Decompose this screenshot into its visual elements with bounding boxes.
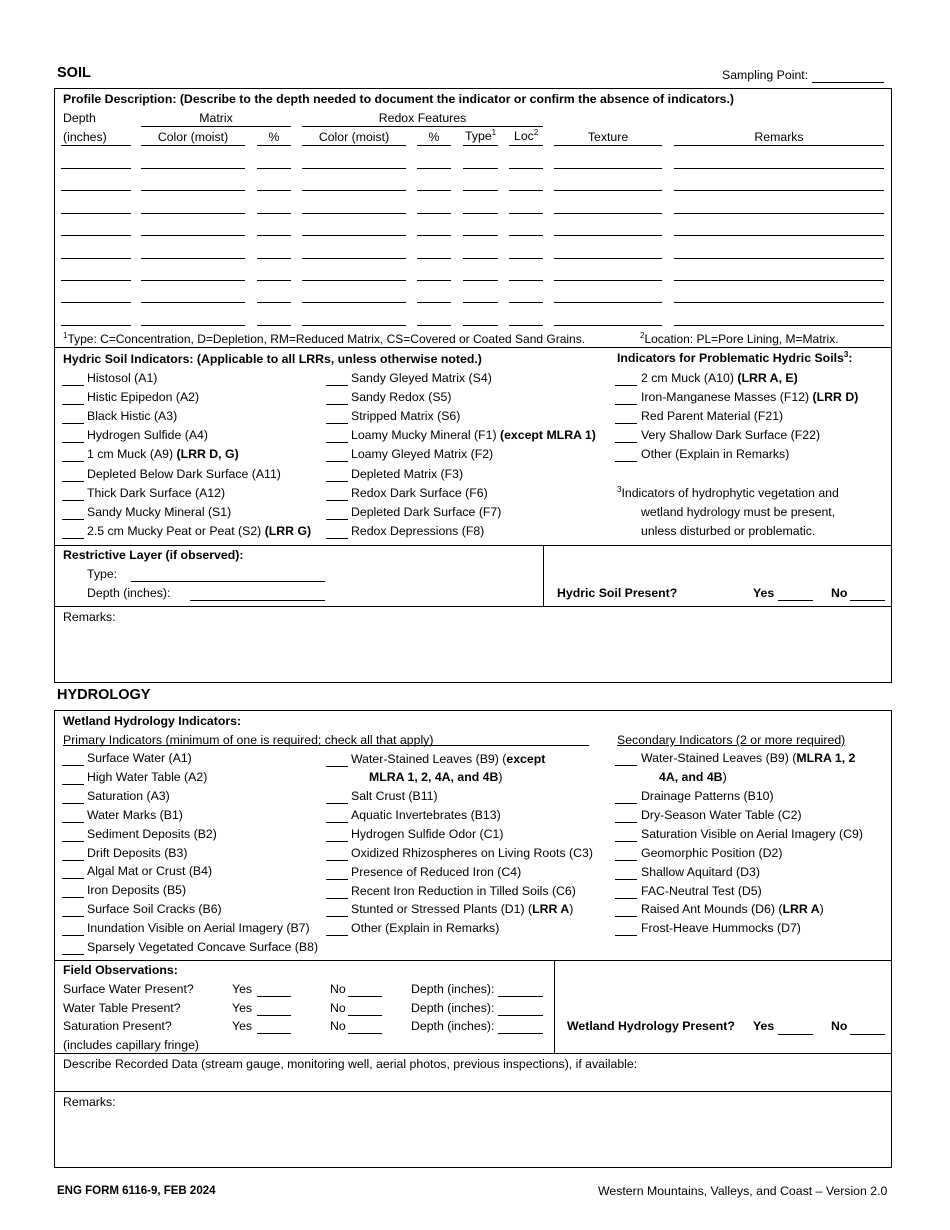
checkbox[interactable] <box>326 538 348 539</box>
profile-cell[interactable] <box>141 258 245 259</box>
checkbox[interactable] <box>615 765 637 766</box>
profile-cell[interactable] <box>257 325 291 326</box>
profile-cell[interactable] <box>61 258 131 259</box>
indicator-label: Water Marks (B1) <box>87 808 183 822</box>
checkbox[interactable] <box>326 860 348 861</box>
indicator-label: Drift Deposits (B3) <box>87 846 188 860</box>
indicator-label: Hydrogen Sulfide (A4) <box>87 428 208 442</box>
indicator-label: 2.5 cm Mucky Peat or Peat (S2) (LRR G) <box>87 524 312 538</box>
restrictive-layer-heading: Restrictive Layer (if observed): <box>63 548 244 562</box>
field-observations-heading: Field Observations: <box>63 963 178 977</box>
profile-cell[interactable] <box>141 280 245 281</box>
profile-cell[interactable] <box>141 235 245 236</box>
indicator-label: Surface Soil Cracks (B6) <box>87 902 222 916</box>
indicator-label: Surface Water (A1) <box>87 751 192 765</box>
checkbox[interactable] <box>615 841 637 842</box>
depth-field[interactable] <box>498 1015 543 1016</box>
profile-cell[interactable] <box>417 235 451 236</box>
profile-cell[interactable] <box>509 168 543 169</box>
checkbox[interactable] <box>62 860 84 861</box>
col-remarks: Remarks <box>754 130 804 144</box>
depth-label: Depth (inches): <box>411 1001 495 1015</box>
col-redox-percent: % <box>428 130 440 144</box>
depth-field[interactable] <box>498 1033 543 1034</box>
secondary-b9: Water-Stained Leaves (B9) (MLRA 1, 2 <box>641 751 856 765</box>
profile-cell[interactable] <box>463 325 498 326</box>
profile-cell[interactable] <box>302 235 406 236</box>
profile-cell[interactable] <box>509 280 543 281</box>
checkbox[interactable] <box>62 519 84 520</box>
indicator-label: Depleted Matrix (F3) <box>351 467 464 481</box>
indicator-label: Loamy Gleyed Matrix (F2) <box>351 447 494 461</box>
profile-cell[interactable] <box>302 258 406 259</box>
hydric-indicators-heading: Hydric Soil Indicators: (Applicable to all LRRs, unless otherwise noted.) <box>63 352 482 366</box>
profile-cell[interactable] <box>257 302 291 303</box>
checkbox[interactable] <box>615 916 637 917</box>
wetland-no-label: No <box>831 1019 848 1033</box>
column-header-rule <box>463 145 498 146</box>
soil-remarks-label: Remarks: <box>63 610 116 624</box>
indicator-label: Presence of Reduced Iron (C4) <box>351 865 522 879</box>
column-header-rule <box>257 145 291 146</box>
checkbox[interactable] <box>62 841 84 842</box>
yes-label: Yes <box>232 1019 253 1033</box>
profile-cell[interactable] <box>463 168 498 169</box>
profile-cell[interactable] <box>674 168 884 169</box>
checkbox[interactable] <box>615 803 637 804</box>
profile-cell[interactable] <box>674 213 884 214</box>
profile-cell[interactable] <box>417 258 451 259</box>
profile-cell[interactable] <box>554 213 662 214</box>
checkbox[interactable] <box>62 481 84 482</box>
form-id: ENG FORM 6116-9, FEB 2024 <box>57 1185 216 1197</box>
indicator-label: Sandy Redox (S5) <box>351 390 452 404</box>
column-header-rule <box>417 145 451 146</box>
indicator-label: Redox Depressions (F8) <box>351 524 485 538</box>
primary-rule <box>63 745 589 746</box>
checkbox[interactable] <box>326 879 348 880</box>
indicator-label: Inundation Visible on Aerial Imagery (B7) <box>87 921 310 935</box>
secondary-b9-cont: 4A, and 4B) <box>659 770 727 784</box>
profile-cell[interactable] <box>463 302 498 303</box>
restrictive-type-field[interactable] <box>131 581 325 582</box>
profile-cell[interactable] <box>509 190 543 191</box>
divider <box>543 545 544 606</box>
profile-cell[interactable] <box>554 168 662 169</box>
profile-cell[interactable] <box>257 190 291 191</box>
no-label: No <box>330 982 346 996</box>
footnote-type: $^1$Type: C=Concentration, D=Depletion, RM=Reduced Matrix, CS=Covered or Coated Sand Grains. <box>63 331 586 346</box>
checkbox[interactable] <box>326 898 348 899</box>
yes-field[interactable] <box>257 996 291 997</box>
note3-line1: $^3$Indicators of hydrophytic vegetation and <box>617 484 839 500</box>
column-header-rule <box>61 145 131 146</box>
profile-cell[interactable] <box>257 235 291 236</box>
profile-cell[interactable] <box>554 190 662 191</box>
col-texture: Texture <box>587 130 629 144</box>
indicator-label: Recent Iron Reduction in Tilled Soils (C6) <box>351 884 576 898</box>
restrictive-depth-label: Depth (inches): <box>87 586 171 600</box>
profile-cell[interactable] <box>61 213 131 214</box>
checkbox[interactable] <box>62 404 84 405</box>
indicator-label: Iron Deposits (B5) <box>87 883 187 897</box>
divider <box>54 545 892 546</box>
profile-cell[interactable] <box>417 325 451 326</box>
indicator-label: Thick Dark Surface (A12) <box>87 486 226 500</box>
no-field[interactable] <box>348 1015 382 1016</box>
restrictive-type-label: Type: <box>87 567 118 581</box>
checkbox[interactable] <box>326 461 348 462</box>
recorded-data-label: Describe Recorded Data (stream gauge, monitoring well, aerial photos, previous inspections), if available: <box>63 1057 638 1071</box>
indicator-label: Dry-Season Water Table (C2) <box>641 808 802 822</box>
divider <box>54 606 892 607</box>
profile-cell[interactable] <box>674 302 884 303</box>
checkbox[interactable] <box>615 879 637 880</box>
sampling-point-label: Sampling Point: <box>722 68 809 82</box>
profile-cell[interactable] <box>509 302 543 303</box>
hydrology-title: HYDROLOGY <box>57 687 151 703</box>
hydric-soil-present-label: Hydric Soil Present? <box>557 586 678 600</box>
checkbox[interactable] <box>326 841 348 842</box>
water-table-label: Water Table Present? <box>63 1001 181 1015</box>
note3-line2: wetland hydrology must be present, <box>641 505 836 519</box>
no-label: No <box>330 1019 346 1033</box>
checkbox[interactable] <box>326 766 348 767</box>
indicator-label: Aquatic Invertebrates (B13) <box>351 808 501 822</box>
checkbox[interactable] <box>62 461 84 462</box>
no-field[interactable] <box>348 996 382 997</box>
profile-cell[interactable] <box>141 168 245 169</box>
profile-cell[interactable] <box>674 190 884 191</box>
indicator-label: Drainage Patterns (B10) <box>641 789 774 803</box>
checkbox[interactable] <box>615 461 637 462</box>
indicator-label: Saturation Visible on Aerial Imagery (C9) <box>641 827 863 841</box>
profile-heading: Profile Description: (Describe to the depth needed to document the indicator or confirm the absence of indicators.) <box>63 92 734 106</box>
profile-cell[interactable] <box>61 235 131 236</box>
profile-cell[interactable] <box>302 280 406 281</box>
checkbox[interactable] <box>62 897 84 898</box>
checkbox[interactable] <box>62 822 84 823</box>
checkbox[interactable] <box>326 423 348 424</box>
indicator-label: Depleted Below Dark Surface (A11) <box>87 467 281 481</box>
profile-cell[interactable] <box>257 213 291 214</box>
wetland-hydrology-present-label: Wetland Hydrology Present? <box>567 1019 735 1033</box>
col-depth: Depth <box>63 111 96 125</box>
checkbox[interactable] <box>62 954 84 955</box>
profile-cell[interactable] <box>61 325 131 326</box>
yes-label: Yes <box>232 1001 253 1015</box>
col-matrix-color: Color (moist) <box>157 130 229 144</box>
profile-cell[interactable] <box>141 325 245 326</box>
col-matrix-percent: % <box>268 130 280 144</box>
hydric-yes-label: Yes <box>753 586 775 600</box>
depth-label: Depth (inches): <box>411 982 495 996</box>
secondary-indicators-heading: Secondary Indicators (2 or more required) <box>617 733 846 747</box>
indicator-label: FAC-Neutral Test (D5) <box>641 884 762 898</box>
indicator-label: Algal Mat or Crust (B4) <box>87 864 213 878</box>
indicator-label: Hydrogen Sulfide Odor (C1) <box>351 827 504 841</box>
matrix-rule <box>141 126 291 127</box>
capillary-fringe-label: (includes capillary fringe) <box>63 1038 200 1052</box>
redox-rule <box>302 126 543 127</box>
profile-cell[interactable] <box>463 280 498 281</box>
profile-cell[interactable] <box>417 168 451 169</box>
checkbox[interactable] <box>615 442 637 443</box>
checkbox[interactable] <box>62 916 84 917</box>
indicator-label: Very Shallow Dark Surface (F22) <box>641 428 821 442</box>
checkbox[interactable] <box>62 385 84 386</box>
indicator-other: Other (Explain in Remarks) <box>351 921 500 935</box>
profile-cell[interactable] <box>417 302 451 303</box>
profile-cell[interactable] <box>554 302 662 303</box>
checkbox[interactable] <box>62 500 84 501</box>
indicator-label: Other (Explain in Remarks) <box>641 447 790 461</box>
indicator-d1: Stunted or Stressed Plants (D1) (LRR A) <box>351 902 574 916</box>
profile-cell[interactable] <box>417 213 451 214</box>
indicator-label: Depleted Dark Surface (F7) <box>351 505 502 519</box>
indicator-label: Histic Epipedon (A2) <box>87 390 200 404</box>
hydric-yes-field[interactable] <box>778 600 813 601</box>
footnote-location: $^2$Location: PL=Pore Lining, M=Matrix. <box>640 331 839 346</box>
checkbox[interactable] <box>615 822 637 823</box>
column-header-rule <box>554 145 662 146</box>
checkbox[interactable] <box>326 935 348 936</box>
checkbox[interactable] <box>326 404 348 405</box>
depth-field[interactable] <box>498 996 543 997</box>
no-field[interactable] <box>348 1033 382 1034</box>
checkbox[interactable] <box>62 538 84 539</box>
group-redox: Redox Features <box>378 111 467 125</box>
secondary-d6: Raised Ant Mounds (D6) (LRR A) <box>641 902 824 916</box>
indicator-label: Shallow Aquitard (D3) <box>641 865 760 879</box>
checkbox[interactable] <box>62 784 84 785</box>
checkbox[interactable] <box>615 385 637 386</box>
profile-cell[interactable] <box>302 302 406 303</box>
checkbox[interactable] <box>326 822 348 823</box>
profile-cell[interactable] <box>302 325 406 326</box>
divider <box>54 960 892 961</box>
indicator-label: Sediment Deposits (B2) <box>87 827 217 841</box>
checkbox[interactable] <box>615 935 637 936</box>
wetland-no-field[interactable] <box>850 1034 885 1035</box>
indicator-label: Sparsely Vegetated Concave Surface (B8) <box>87 940 319 954</box>
column-header-rule <box>302 145 406 146</box>
column-header-rule <box>509 145 543 146</box>
indicator-label: Stripped Matrix (S6) <box>351 409 461 423</box>
note3-line3: unless disturbed or problematic. <box>641 524 816 538</box>
profile-cell[interactable] <box>302 213 406 214</box>
checkbox[interactable] <box>62 442 84 443</box>
profile-cell[interactable] <box>554 280 662 281</box>
indicator-label: Saturation (A3) <box>87 789 170 803</box>
profile-cell[interactable] <box>61 280 131 281</box>
profile-cell[interactable] <box>417 190 451 191</box>
divider <box>54 1053 892 1054</box>
indicator-b9-except-cont: MLRA 1, 2, 4A, and 4B) <box>369 770 503 784</box>
wetland-indicators-heading: Wetland Hydrology Indicators: <box>63 714 242 728</box>
indicator-label: High Water Table (A2) <box>87 770 208 784</box>
profile-cell[interactable] <box>554 235 662 236</box>
divider <box>54 1091 892 1092</box>
profile-cell[interactable] <box>463 190 498 191</box>
column-header-rule <box>674 145 884 146</box>
indicator-b9-except: Water-Stained Leaves (B9) (except <box>351 752 546 766</box>
checkbox[interactable] <box>62 878 84 879</box>
checkbox[interactable] <box>62 423 84 424</box>
profile-cell[interactable] <box>674 258 884 259</box>
saturation-label: Saturation Present? <box>63 1019 172 1033</box>
indicator-label: Sandy Gleyed Matrix (S4) <box>351 371 492 385</box>
hydric-no-field[interactable] <box>850 600 885 601</box>
profile-cell[interactable] <box>674 235 884 236</box>
col-depth-units: (inches) <box>63 130 107 144</box>
profile-cell[interactable] <box>509 258 543 259</box>
profile-cell[interactable] <box>509 213 543 214</box>
profile-cell[interactable] <box>463 258 498 259</box>
checkbox[interactable] <box>326 385 348 386</box>
checkbox[interactable] <box>326 481 348 482</box>
profile-cell[interactable] <box>61 190 131 191</box>
indicator-label: Geomorphic Position (D2) <box>641 846 783 860</box>
form-region: Western Mountains, Valleys, and Coast – Version 2.0 <box>598 1184 888 1198</box>
surface-water-label: Surface Water Present? <box>63 982 194 996</box>
indicator-label: 2 cm Muck (A10) (LRR A, E) <box>641 371 798 385</box>
profile-cell[interactable] <box>509 235 543 236</box>
profile-cell[interactable] <box>509 325 543 326</box>
checkbox[interactable] <box>62 803 84 804</box>
col-loc: Loc$^2$ <box>514 127 539 143</box>
profile-cell[interactable] <box>674 325 884 326</box>
profile-cell[interactable] <box>257 168 291 169</box>
indicator-label: Red Parent Material (F21) <box>641 409 784 423</box>
hydric-no-label: No <box>831 586 848 600</box>
checkbox[interactable] <box>615 860 637 861</box>
soil-title: SOIL <box>57 65 91 81</box>
profile-cell[interactable] <box>141 190 245 191</box>
indicator-label: Redox Dark Surface (F6) <box>351 486 488 500</box>
checkbox[interactable] <box>62 765 84 766</box>
secondary-d7: Frost-Heave Hummocks (D7) <box>641 921 801 935</box>
profile-cell[interactable] <box>257 280 291 281</box>
yes-field[interactable] <box>257 1015 291 1016</box>
checkbox[interactable] <box>326 500 348 501</box>
checkbox[interactable] <box>326 442 348 443</box>
profile-cell[interactable] <box>61 168 131 169</box>
profile-cell[interactable] <box>141 213 245 214</box>
no-label: No <box>330 1001 346 1015</box>
checkbox[interactable] <box>62 935 84 936</box>
indicator-label: Oxidized Rhizospheres on Living Roots (C3) <box>351 846 593 860</box>
checkbox[interactable] <box>326 803 348 804</box>
indicator-label: Loamy Mucky Mineral (F1) (except MLRA 1) <box>351 428 596 442</box>
profile-cell[interactable] <box>554 325 662 326</box>
profile-cell[interactable] <box>141 302 245 303</box>
profile-cell[interactable] <box>674 280 884 281</box>
indicator-label: 1 cm Muck (A9) (LRR D, G) <box>87 447 239 461</box>
checkbox[interactable] <box>326 519 348 520</box>
depth-label: Depth (inches): <box>411 1019 495 1033</box>
profile-cell[interactable] <box>61 302 131 303</box>
indicator-label: Sandy Mucky Mineral (S1) <box>87 505 232 519</box>
wetland-yes-label: Yes <box>753 1019 775 1033</box>
profile-cell[interactable] <box>554 258 662 259</box>
divider <box>554 960 555 1053</box>
checkbox[interactable] <box>615 423 637 424</box>
indicator-label: Iron-Manganese Masses (F12) (LRR D) <box>641 390 859 404</box>
col-type: Type$^1$ <box>465 127 497 143</box>
sampling-point-field[interactable] <box>812 82 884 83</box>
yes-field[interactable] <box>257 1033 291 1034</box>
profile-cell[interactable] <box>302 190 406 191</box>
checkbox[interactable] <box>615 404 637 405</box>
checkbox[interactable] <box>615 898 637 899</box>
profile-cell[interactable] <box>257 258 291 259</box>
col-redox-color: Color (moist) <box>318 130 390 144</box>
wetland-yes-field[interactable] <box>778 1034 813 1035</box>
profile-cell[interactable] <box>417 280 451 281</box>
yes-label: Yes <box>232 982 253 996</box>
indicator-label: Salt Crust (B11) <box>351 789 438 803</box>
column-header-rule <box>141 145 245 146</box>
indicator-label: Histosol (A1) <box>87 371 158 385</box>
profile-cell[interactable] <box>463 213 498 214</box>
primary-indicators-heading: Primary Indicators (minimum of one is required; check all that apply) <box>63 733 434 747</box>
profile-cell[interactable] <box>463 235 498 236</box>
profile-cell[interactable] <box>302 168 406 169</box>
hydrology-remarks-label: Remarks: <box>63 1095 116 1109</box>
group-matrix: Matrix <box>199 111 233 125</box>
indicator-label: Black Histic (A3) <box>87 409 178 423</box>
problematic-heading: Indicators for Problematic Hydric Soils$^3$: <box>617 349 853 365</box>
checkbox[interactable] <box>326 916 348 917</box>
restrictive-depth-field[interactable] <box>190 600 325 601</box>
divider <box>54 347 892 348</box>
